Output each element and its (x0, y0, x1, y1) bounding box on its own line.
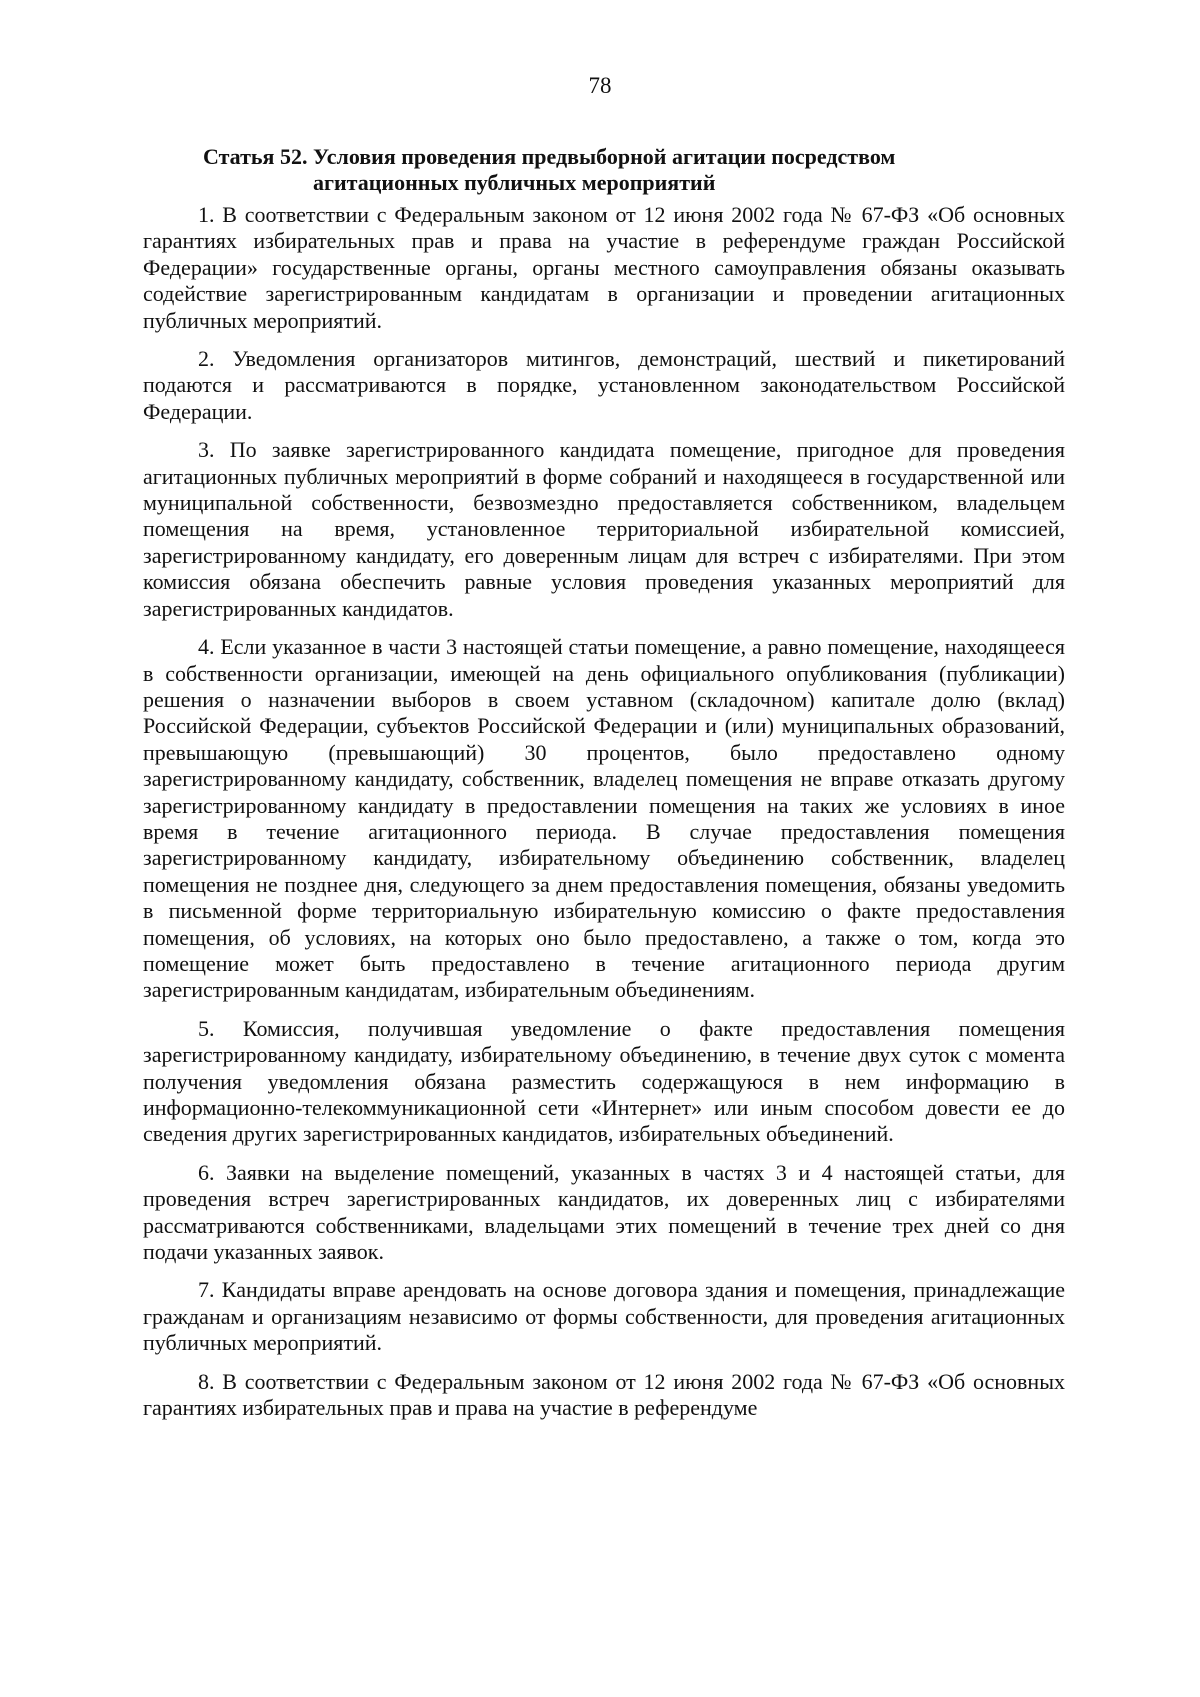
paragraph-6: 6. Заявки на выделение помещений, указанных в частях 3 и 4 настоящей статьи, для проведения встреч зарегистрированных кандидатов, их доверенных лиц с избирателями рассматриваются собственниками, владельцами этих помещений в течение трех дней со дня подачи указанных заявок. (143, 1159, 1065, 1265)
paragraph-3: 3. По заявке зарегистрированного кандидата помещение, пригодное для проведения агитационных публичных мероприятий в форме собраний и находящееся в государственной или муниципальной собственности, безвозмездно предоставляется собственником, владельцем помещения на время, установленное территориальной избирательной комиссией, зарегистрированному кандидату, его доверенным лицам для встреч с избирателями. При этом комиссия обязана обеспечить равные условия проведения указанных мероприятий для зарегистрированных кандидатов. (143, 437, 1065, 621)
article-heading (143, 144, 1065, 196)
paragraph-7: 7. Кандидаты вправе арендовать на основе договора здания и помещения, принадлежащие гражданам и организациям независимо от формы собственности, для проведения агитационных публичных мероприятий. (143, 1277, 1065, 1356)
paragraph-5: 5. Комиссия, получившая уведомление о факте предоставления помещения зарегистрированному кандидату, избирательному объединению, в течение двух суток с момента получения уведомления обязана разместить содержащуюся в нем информацию в информационно-телекоммуникационной сети «Интернет» или иным способом довести ее до сведения других зарегистрированных кандидатов, избирательных объединений. (143, 1015, 1065, 1147)
paragraph-2: 2. Уведомления организаторов митингов, демонстраций, шествий и пикетирований подаются и рассматриваются в порядке, установленном законодательством Российской Федерации. (143, 346, 1065, 424)
article-heading-line-1: Статья 52. Условия проведения предвыборной агитации посредством (203, 144, 896, 169)
paragraph-1: 1. В соответствии с Федеральным законом от 12 июня 2002 года № 67-ФЗ «Об основных гарантиях избирательных прав и права на участие в референдуме граждан Российской Федерации» государственные органы, органы местного самоуправления обязаны оказывать содействие зарегистрированным кандидатам в организации и проведении агитационных публичных мероприятий. (143, 202, 1065, 333)
paragraph-8: 8. В соответствии с Федеральным законом от 12 июня 2002 года № 67-ФЗ «Об основных гарантиях избирательных прав и права на участие в референдуме (143, 1368, 1065, 1421)
article-content (143, 144, 1065, 1433)
article-heading-line-2: агитационных публичных мероприятий (313, 170, 716, 195)
page-number: 78 (588, 73, 612, 98)
paragraph-4: 4. Если указанное в части 3 настоящей статьи помещение, а равно помещение, находящееся в собственности организации, имеющей на день официального опубликования (публикации) решения о назначении выборов в своем уставном (складочном) капитале долю (вклад) Российской Федерации, субъектов Российской Федерации и (или) муниципальных образований, превышающую (превышающий) 30 процентов, было предоставлено одному зарегистрированному кандидату, собственник, владелец помещения не вправе отказать другому зарегистрированному кандидату в предоставлении помещения на таких же условиях в иное время в течение агитационного периода. В случае предоставления помещения зарегистрированному кандидату, избирательному объединению собственник, владелец помещения не позднее дня, следующего за днем предоставления помещения, обязаны уведомить в письменной форме территориальную избирательную комиссию о факте предоставления помещения, об условиях, на которых оно было предоставлено, а также о том, когда это помещение может быть предоставлено в течение агитационного периода другим зарегистрированным кандидатам, избирательным объединениям. (143, 634, 1065, 1003)
